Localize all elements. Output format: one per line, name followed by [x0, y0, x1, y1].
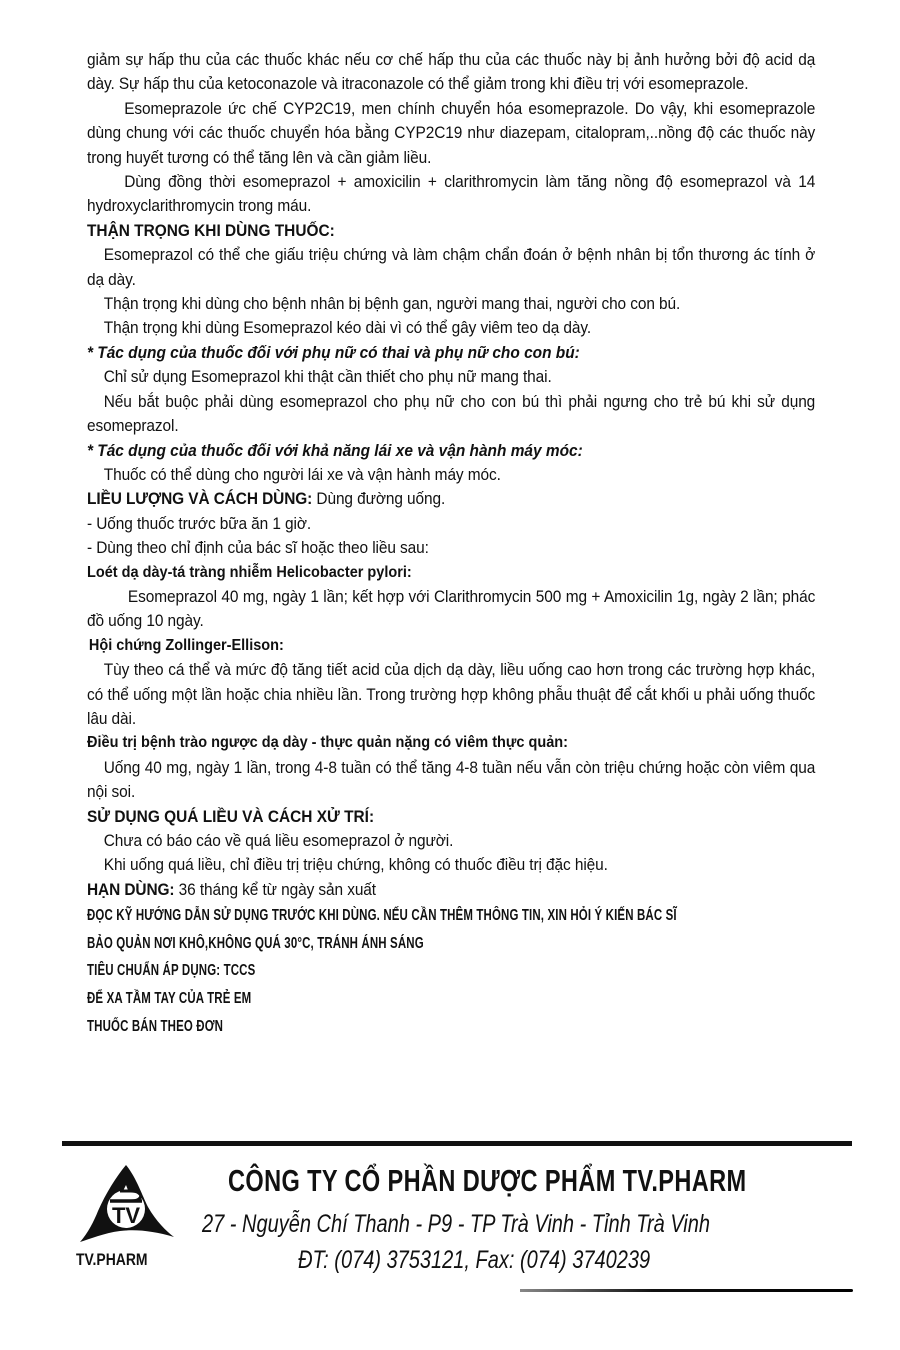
dosage-line	[87, 487, 815, 511]
notice-read-instructions: ĐỌC KỸ HƯỚNG DẪN SỬ DỤNG TRƯỚC KHI DÙNG. NẾU CẦN THÊM THÔNG TIN, XIN HỎI Ý KIẾN BÁC SĨ	[87, 907, 677, 925]
notice-storage: BẢO QUẢN NƠI KHÔ,KHÔNG QUÁ 30°C, TRÁNH ÁNH SÁNG	[87, 934, 424, 952]
expiry-heading: HẠN DÙNG:	[87, 879, 175, 899]
precaution-item: Thận trọng khi dùng cho bệnh nhân bị bệnh gan, người mang thai, người cho con bú.	[103, 294, 681, 314]
hp-heading: Loét dạ dày-tá tràng nhiễm Helicobacter pylori:	[87, 563, 412, 581]
pregnancy-item: Chỉ sử dụng Esomeprazol khi thật cần thiết cho phụ nữ mang thai.	[103, 367, 552, 387]
dosage-heading: LIỀU LƯỢNG VÀ CÁCH DÙNG:	[87, 489, 313, 509]
logo-label: TV.PHARM	[76, 1250, 148, 1269]
ze-text: Tùy theo cá thể và mức độ tăng tiết acid của dịch dạ dày, liều uống cao hơn trong các trường hợp khác, có thể uống một lần hoặc chia nhiều lần. Trong trường hợp không phẫu thuật để cắt khối u phải uống thuốc lâu dài.	[87, 660, 816, 728]
interaction-paragraph-3: Dùng đồng thời esomeprazol + amoxicilin + clarithromycin làm tăng nồng độ esomeprazol và 14 hydroxyclarithromycin trong máu.	[87, 172, 816, 216]
dosage-route: Dùng đường uống.	[312, 489, 446, 509]
overdose-item: Chưa có báo cáo về quá liều esomeprazol ở người.	[103, 831, 454, 850]
hp-text: Esomeprazol 40 mg, ngày 1 lần; kết hợp với Clarithromycin 500 mg + Amoxicilin 1g, ngày 2 lần; phác đồ uống 10 ngày.	[87, 586, 816, 631]
driving-text: Thuốc có thể dùng cho người lái xe và vận hành máy móc.	[103, 464, 501, 484]
notice-keep-away-children: ĐỂ XA TẦM TAY CỦA TRẺ EM	[87, 990, 252, 1007]
notice-prescription: THUỐC BÁN THEO ĐƠN	[87, 1017, 224, 1035]
gerd-heading: Điều trị bệnh trào ngược dạ dày - thực quản nặng có viêm thực quản:	[87, 734, 568, 752]
driving-heading: * Tác dụng của thuốc đối với khả năng lái xe và vận hành máy móc:	[87, 440, 583, 460]
interaction-paragraph-2: Esomeprazole ức chế CYP2C19, men chính chuyển hóa esomeprazole. Do vậy, khi esomeprazole dùng chung với các thuốc chuyển hóa bằng CYP2C19 như diazepam, citalopram,..nồng độ các thuốc này trong huyết tương có thể tăng lên và cần giảm liều.	[87, 98, 816, 167]
dosage-bullet: - Dùng theo chỉ định của bác sĩ hoặc theo liều sau:	[87, 538, 429, 558]
company-name: CÔNG TY CỔ PHẦN DƯỢC PHẨM TV.PHARM	[228, 1163, 747, 1198]
precaution-item: Esomeprazol có thể che giấu triệu chứng và làm chậm chẩn đoán ở bệnh nhân bị tổn thương ác tính ở dạ dày.	[87, 245, 816, 289]
expiry-text: 36 tháng kể từ ngày sản xuất	[174, 879, 376, 899]
expiry-line	[87, 878, 815, 902]
footer-divider-bottom	[520, 1289, 853, 1292]
dosage-bullet: - Uống thuốc trước bữa ăn 1 giờ.	[87, 513, 312, 533]
gerd-text: Uống 40 mg, ngày 1 lần, trong 4-8 tuần có thể tăng 4-8 tuần nếu vẫn còn triệu chứng hoặc còn viêm qua nội soi.	[87, 757, 816, 802]
ze-heading: Hội chứng Zollinger-Ellison:	[88, 636, 284, 654]
pregnancy-heading: * Tác dụng của thuốc đối với phụ nữ có thai và phụ nữ cho con bú:	[87, 342, 580, 362]
tvpharm-logo-icon	[76, 1163, 176, 1243]
notice-standard: TIÊU CHUẨN ÁP DỤNG: TCCS	[87, 962, 256, 980]
precautions-heading: THẬN TRỌNG KHI DÙNG THUỐC:	[87, 220, 335, 240]
footer-divider-top	[62, 1141, 852, 1146]
company-phone: ĐT: (074) 3753121, Fax: (074) 3740239	[298, 1246, 651, 1274]
overdose-heading: SỬ DỤNG QUÁ LIỀU VÀ CÁCH XỬ TRÍ:	[87, 806, 375, 826]
company-address: 27 - Nguyễn Chí Thanh - P9 - TP Trà Vinh - Tỉnh Trà Vinh	[202, 1210, 710, 1238]
interaction-paragraph-1: giảm sự hấp thu của các thuốc khác nếu cơ chế hấp thu của các thuốc này bị ảnh hưởng bởi độ acid dạ dày. Sự hấp thu của ketoconazole và itraconazole có thể giảm trong khi điều trị với esomeprazole.	[87, 50, 816, 94]
overdose-item: Khi uống quá liều, chỉ điều trị triệu chứng, không có thuốc điều trị đặc hiệu.	[103, 855, 608, 875]
logo-mark-text: TV	[111, 1203, 141, 1228]
leaflet-body	[87, 48, 815, 1040]
pregnancy-item: Nếu bắt buộc phải dùng esomeprazol cho phụ nữ cho con bú thì phải ngưng cho trẻ bú khi sử dụng esomeprazol.	[87, 391, 816, 436]
precaution-item: Thận trọng khi dùng Esomeprazol kéo dài vì có thể gây viêm teo dạ dày.	[103, 318, 592, 338]
